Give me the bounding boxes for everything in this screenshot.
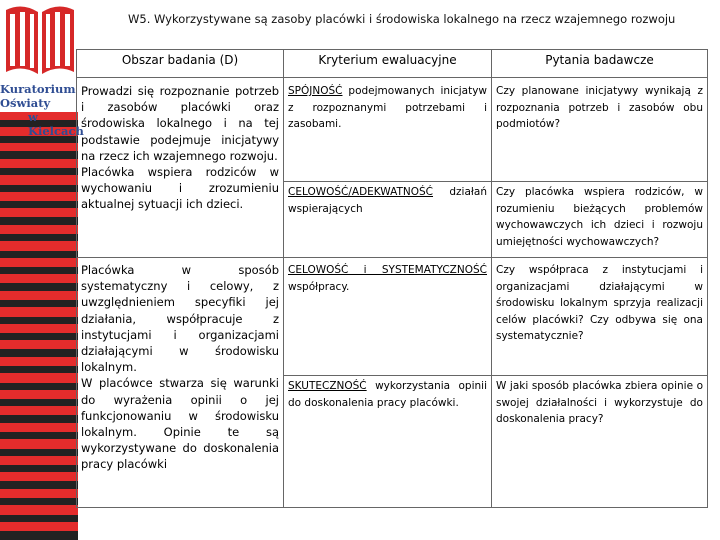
area-text: Prowadzi się rozpoznanie potrzeb i zasobów placówki oraz środowiska lokalnego i na tej podstawie podejmuje inicjatywy na rzecz ich wzajemnego rozwoju. bbox=[81, 84, 279, 163]
criteria-cell bbox=[284, 182, 492, 258]
criteria-text: współpracy. bbox=[288, 280, 350, 293]
header-criteria: Kryterium ewaluacyjne bbox=[284, 50, 492, 78]
criteria-keyword: CELOWOŚĆ i SYSTEMATYCZNOŚĆ bbox=[288, 264, 487, 276]
page-title: W5. Wykorzystywane są zasoby placówki i środowiska lokalnego na rzecz wzajemnego rozwoju bbox=[128, 12, 676, 26]
question-cell: W jaki sposób placówka zbiera opinie o swojej działalności i wykorzystuje do doskonalenia pracy? bbox=[492, 376, 708, 508]
evaluation-table bbox=[76, 49, 708, 508]
criteria-text: wykorzystania opinii do doskonalenia pracy placówki. bbox=[288, 380, 487, 409]
question-cell: Czy planowane inicjatywy wynikają z rozpoznania potrzeb i zasobów obu podmiotów? bbox=[492, 78, 708, 182]
table-row bbox=[77, 78, 708, 182]
table-header-row bbox=[77, 50, 708, 78]
criteria-keyword: CELOWOŚĆ/ADEKWATNOŚĆ bbox=[288, 186, 434, 198]
logo-line-2: w Kielcach bbox=[28, 110, 84, 138]
header-questions: Pytania badawcze bbox=[492, 50, 708, 78]
table-row bbox=[77, 258, 708, 376]
criteria-cell bbox=[284, 78, 492, 182]
area-text: Placówka w sposób systematyczny i celowy, z uwzględnieniem specyfiki jej działania, współpracuje z instytucjami i organizacjami działającymi w środowisku lokalnym. bbox=[81, 263, 279, 375]
question-cell: Czy współpraca z instytucjami i organizacjami działającymi w środowisku lokalnym sprzyja realizacji celów placówki? Czy odbywa się ona systematycznie? bbox=[492, 258, 708, 376]
area-text: Placówka wspiera rodziców w wychowaniu i zrozumieniu aktualnej sytuacji ich dzieci. bbox=[81, 165, 279, 212]
criteria-text: podejmowanych inicjatyw z rozpoznanymi potrzebami i zasobami. bbox=[288, 85, 487, 130]
question-cell: Czy placówka wspiera rodziców, w rozumieniu bieżących problemów wychowawczych ich dzieci i rozwoju umiejętności wychowawczych? bbox=[492, 182, 708, 258]
criteria-keyword: SKUTECZNOŚĆ bbox=[288, 380, 367, 392]
area-cell bbox=[77, 78, 284, 258]
area-text: W placówce stwarza się warunki do wyrażenia opinii o jej funkcjonowaniu w środowisku lokalnym. Opinie te są wykorzystywane do doskonalenia pracy placówki bbox=[81, 376, 279, 472]
logo-line-1: Kuratorium Oświaty bbox=[0, 82, 76, 110]
criteria-keyword: SPÓJNOŚĆ bbox=[288, 85, 343, 97]
criteria-cell bbox=[284, 376, 492, 508]
criteria-cell bbox=[284, 258, 492, 376]
area-cell bbox=[77, 258, 284, 508]
criteria-text: działań wspierających bbox=[288, 186, 487, 215]
header-area: Obszar badania (D) bbox=[77, 50, 284, 78]
